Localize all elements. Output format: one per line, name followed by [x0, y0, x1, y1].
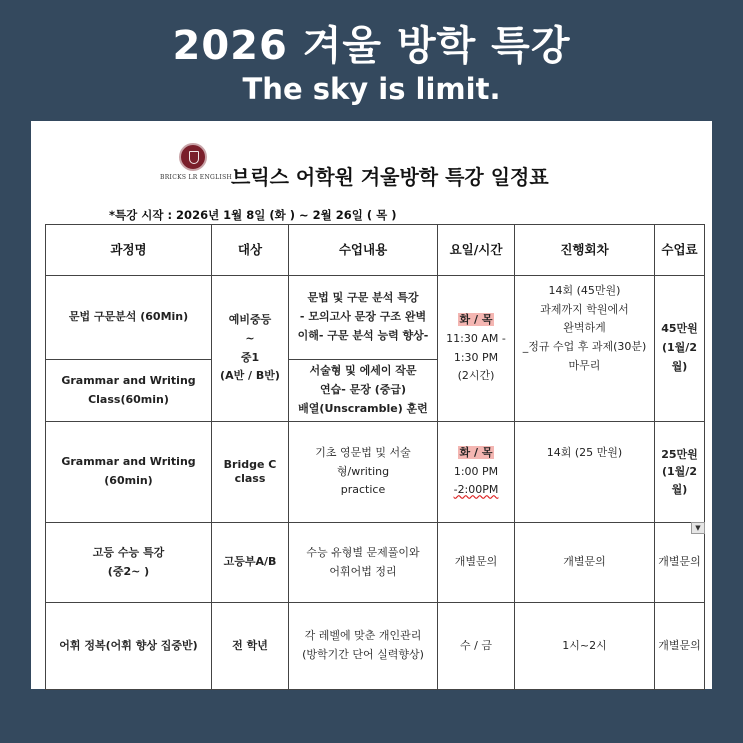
sessions-text: _정규 수업 후 과제(30분) [522, 340, 647, 354]
day-time-cell: 개별문의 [438, 523, 515, 603]
header-target: 대상 [212, 225, 289, 276]
content-text: practice [340, 483, 386, 497]
sessions-text: 완벽하게 [563, 321, 606, 335]
fee-cell: 개별문의 [655, 603, 705, 690]
time-text: (2시간) [457, 369, 495, 383]
content-text: 서술형 및 에세이 작문 [309, 364, 417, 378]
course-cell: 어휘 정복(어휘 향상 집중반) [46, 603, 212, 690]
target-text: 중1 [240, 350, 260, 364]
course-text: 고등 수능 특강 [92, 545, 165, 559]
schedule-period: *특강 시작 : 2026년 1월 8일 (화 ) ~ 2월 26일 ( 목 ) [109, 208, 397, 222]
content-text: 각 레벨에 맞춘 개인관리 [304, 629, 422, 643]
table-header-row [46, 225, 705, 276]
target-cell: 전 학년 [212, 603, 289, 690]
hero-subtitle: The sky is limit. [242, 72, 501, 106]
content-cell [289, 276, 438, 360]
course-text: (중2~ ) [107, 564, 150, 578]
course-text: (60min) [104, 474, 153, 487]
time-text: -2:00PM [453, 483, 499, 497]
target-text: class [234, 472, 266, 485]
fee-cell [655, 276, 705, 422]
day-time-cell [438, 276, 515, 422]
hero-title: 2026 겨울 방학 특강 [172, 23, 571, 69]
schedule-table [45, 224, 705, 690]
sessions-text: 마무리 [568, 358, 601, 372]
target-text: Bridge C [223, 457, 277, 471]
content-text: 기초 영문법 및 서술형/writing [315, 445, 411, 478]
course-cell: 문법 구문분석 (60Min) [46, 276, 212, 360]
time-text: 11:30 AM - [446, 331, 506, 345]
sessions-text: 14회 (45만원) [548, 284, 621, 297]
header-content: 수업내용 [289, 225, 438, 276]
logo-text: BRICKS LR ENGLISH [160, 174, 233, 181]
fee-text: 개별문의 [658, 555, 701, 569]
time-text: 1:30 PM [453, 350, 499, 364]
target-cell [212, 276, 289, 422]
fee-text: (1월/2월) [662, 341, 697, 373]
target-cell: 고등부A/B [212, 523, 289, 603]
fee-text: (1월/2월) [662, 465, 697, 496]
sessions-cell: 14회 (25 만원) [515, 422, 655, 523]
content-text: (방학기간 단어 실력향상) [302, 648, 424, 661]
crest-icon [179, 143, 207, 171]
sessions-cell: 개별문의 [515, 523, 655, 603]
content-text: 배열(Unscramble) 훈련 [298, 401, 428, 415]
content-cell [289, 422, 438, 523]
content-text: 수능 유형별 문제풀이와 [306, 545, 420, 559]
day-time-cell: 수 / 금 [438, 603, 515, 690]
sessions-cell [515, 276, 655, 422]
content-text: 연습- 문장 (중급) [319, 383, 407, 397]
schedule-sheet [31, 121, 712, 689]
course-cell [46, 523, 212, 603]
sessions-cell: 1시~2시 [515, 603, 655, 690]
day-time-cell [438, 422, 515, 523]
target-text: (A반 / B반) [220, 369, 280, 383]
table-row [46, 276, 705, 360]
document-title: 브릭스 어학원 겨울방학 특강 일정표 [231, 165, 549, 189]
content-text: - 모의고사 문장 구조 완벽 [299, 310, 427, 324]
target-text: 예비중등 [228, 313, 272, 327]
fee-cell [655, 523, 705, 603]
content-text: 문법 및 구문 분석 특강 [307, 291, 419, 305]
course-cell: Grammar and Writing Class(60min) [46, 360, 212, 422]
course-text: Grammar and Writing [61, 455, 196, 469]
content-text: 이해- 구문 분석 능력 향상- [297, 328, 429, 342]
content-text: 어휘어법 정리 [329, 564, 397, 578]
day-highlight: 화 / 목 [459, 446, 493, 459]
content-cell [289, 360, 438, 422]
header-sessions: 진행회차 [515, 225, 655, 276]
time-text: 1:00 PM [453, 464, 499, 478]
fee-text: 45만원 [661, 322, 698, 336]
target-cell [212, 422, 289, 523]
header-fee: 수업료 [655, 225, 705, 276]
content-cell [289, 603, 438, 690]
table-row [46, 422, 705, 523]
fee-text: 25만원 [661, 447, 698, 461]
target-text: ~ [245, 331, 255, 345]
header-day-time: 요일/시간 [438, 225, 515, 276]
chevron-down-icon[interactable]: ▼ [691, 522, 705, 534]
table-row [46, 523, 705, 603]
content-cell [289, 523, 438, 603]
course-cell [46, 422, 212, 523]
sessions-text: 과제까지 학원에서 [540, 302, 629, 316]
table-row [46, 603, 705, 690]
logo [160, 143, 233, 181]
day-highlight: 화 / 목 [459, 313, 493, 327]
header-course: 과정명 [46, 225, 212, 276]
fee-cell [655, 422, 705, 523]
